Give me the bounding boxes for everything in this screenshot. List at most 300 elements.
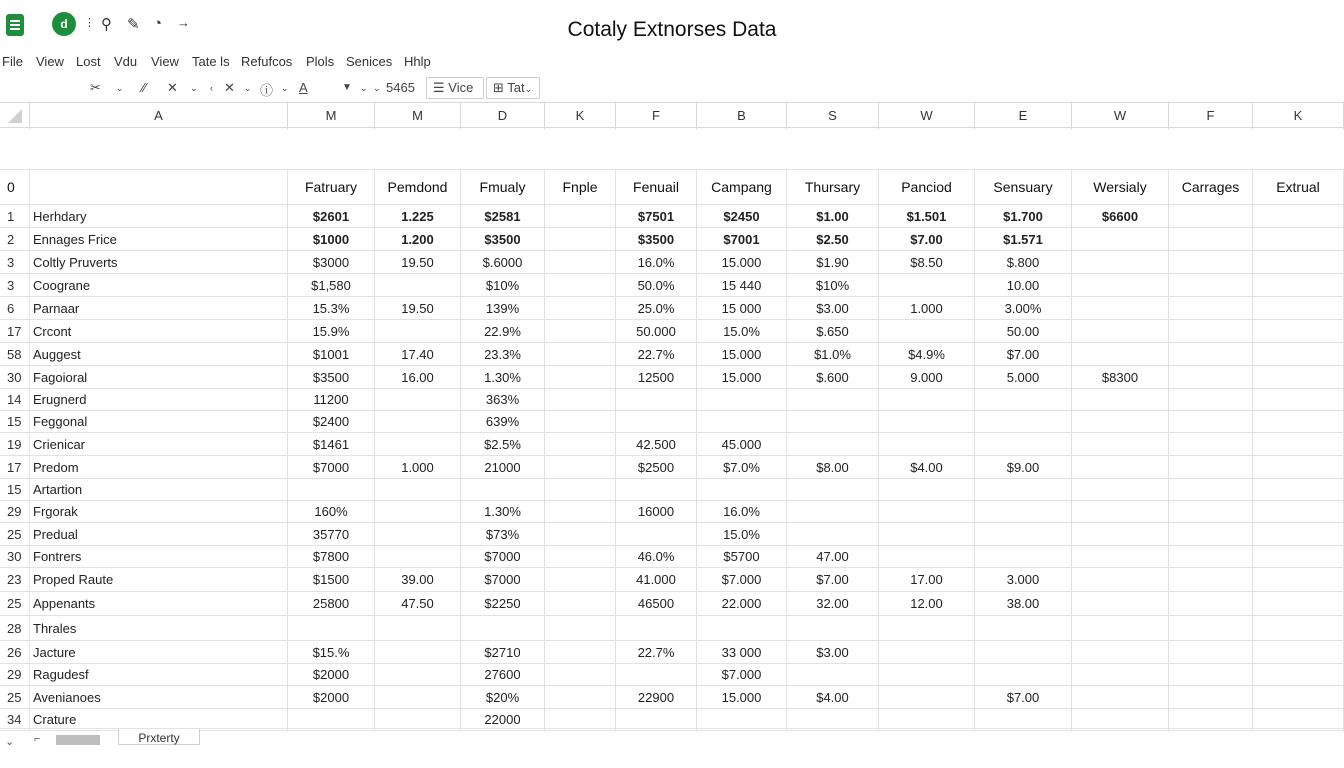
menu-refufcos[interactable]: Refufcos xyxy=(241,54,293,69)
data-cell[interactable] xyxy=(1253,523,1344,545)
data-cell[interactable]: 15.000 xyxy=(697,686,787,708)
data-cell[interactable] xyxy=(1169,205,1253,227)
data-cell[interactable]: 45.000 xyxy=(697,433,787,455)
column-title-cell[interactable]: Wersialy xyxy=(1072,170,1169,204)
data-cell[interactable]: $3500 xyxy=(288,366,375,388)
data-cell[interactable]: 50.0% xyxy=(616,274,697,296)
font-size-value[interactable]: 5465 xyxy=(386,80,415,95)
data-cell[interactable] xyxy=(879,433,975,455)
data-cell[interactable]: $2710 xyxy=(461,641,545,663)
data-cell[interactable] xyxy=(1169,501,1253,522)
column-header-8[interactable]: S xyxy=(787,103,879,129)
user-icon[interactable]: ⚲ xyxy=(101,16,112,33)
data-cell[interactable] xyxy=(787,501,879,522)
data-cell[interactable] xyxy=(975,479,1072,500)
data-cell[interactable]: 15.0% xyxy=(697,523,787,545)
data-cell[interactable] xyxy=(975,664,1072,685)
data-cell[interactable]: $7000 xyxy=(461,568,545,591)
paint-format-icon[interactable]: ⁄⁄ xyxy=(142,80,147,95)
data-cell[interactable] xyxy=(545,709,616,730)
data-cell[interactable]: 32.00 xyxy=(787,592,879,615)
data-cell[interactable]: 42.500 xyxy=(616,433,697,455)
data-cell[interactable]: $.800 xyxy=(975,251,1072,273)
data-cell[interactable] xyxy=(1253,709,1344,730)
data-cell[interactable] xyxy=(1169,641,1253,663)
data-cell[interactable]: 23.3% xyxy=(461,343,545,365)
data-cell[interactable]: 15.9% xyxy=(288,320,375,342)
data-cell[interactable] xyxy=(787,664,879,685)
data-cell[interactable]: 160% xyxy=(288,501,375,522)
data-cell[interactable] xyxy=(697,479,787,500)
data-cell[interactable] xyxy=(879,641,975,663)
column-header-9[interactable]: W xyxy=(879,103,975,129)
data-cell[interactable] xyxy=(1169,479,1253,500)
data-cell[interactable] xyxy=(1169,297,1253,319)
circle-info-icon[interactable]: ⓘ xyxy=(260,83,274,98)
data-cell[interactable] xyxy=(1072,523,1169,545)
tat-dropdown[interactable]: ⊞ Tat⌄ xyxy=(486,77,540,99)
data-cell[interactable] xyxy=(1169,592,1253,615)
data-cell[interactable] xyxy=(1072,664,1169,685)
data-cell[interactable]: 15 440 xyxy=(697,274,787,296)
data-cell[interactable] xyxy=(545,616,616,640)
data-cell[interactable]: $2450 xyxy=(697,205,787,227)
data-cell[interactable] xyxy=(1169,709,1253,730)
row-number[interactable]: 30 xyxy=(0,546,30,567)
data-cell[interactable]: $3.00 xyxy=(787,641,879,663)
data-cell[interactable] xyxy=(1169,366,1253,388)
data-cell[interactable] xyxy=(1169,664,1253,685)
chevron-down-icon[interactable]: ⌄ xyxy=(373,83,381,93)
chart-icon[interactable]: ◔ xyxy=(153,15,163,32)
data-cell[interactable] xyxy=(1253,251,1344,273)
data-cell[interactable] xyxy=(879,411,975,432)
data-cell[interactable] xyxy=(1253,686,1344,708)
data-cell[interactable] xyxy=(616,709,697,730)
data-cell[interactable] xyxy=(1253,568,1344,591)
data-cell[interactable]: $1.501 xyxy=(879,205,975,227)
data-cell[interactable]: 5.000 xyxy=(975,366,1072,388)
data-cell[interactable] xyxy=(1072,433,1169,455)
data-cell[interactable] xyxy=(375,641,461,663)
data-cell[interactable]: 25800 xyxy=(288,592,375,615)
data-cell[interactable]: 15.3% xyxy=(288,297,375,319)
data-cell[interactable] xyxy=(545,568,616,591)
row-label-cell[interactable]: Frgorak xyxy=(30,501,288,522)
data-cell[interactable] xyxy=(879,616,975,640)
data-cell[interactable] xyxy=(787,479,879,500)
data-cell[interactable]: 3.00% xyxy=(975,297,1072,319)
column-title-cell[interactable]: Fatruary xyxy=(288,170,375,204)
data-cell[interactable] xyxy=(1072,686,1169,708)
sheet-scrollbar[interactable] xyxy=(56,735,100,745)
column-title-cell[interactable]: Campang xyxy=(697,170,787,204)
data-cell[interactable] xyxy=(1169,228,1253,250)
data-cell[interactable]: 17.00 xyxy=(879,568,975,591)
data-cell[interactable] xyxy=(1169,343,1253,365)
data-cell[interactable] xyxy=(1253,343,1344,365)
data-cell[interactable] xyxy=(1253,616,1344,640)
row-label-cell[interactable]: Coltly Pruverts xyxy=(30,251,288,273)
column-header-13[interactable]: K xyxy=(1253,103,1344,129)
data-cell[interactable]: 22.9% xyxy=(461,320,545,342)
data-cell[interactable] xyxy=(879,320,975,342)
data-cell[interactable] xyxy=(375,709,461,730)
data-cell[interactable] xyxy=(787,411,879,432)
data-cell[interactable] xyxy=(545,456,616,478)
data-cell[interactable]: 1.200 xyxy=(375,228,461,250)
data-cell[interactable] xyxy=(1072,456,1169,478)
data-cell[interactable] xyxy=(545,366,616,388)
data-cell[interactable]: $1000 xyxy=(288,228,375,250)
menu-senices[interactable]: Senices xyxy=(346,54,393,69)
data-cell[interactable] xyxy=(879,546,975,567)
data-cell[interactable]: 22.7% xyxy=(616,641,697,663)
select-all-corner[interactable] xyxy=(0,103,30,129)
data-cell[interactable] xyxy=(375,479,461,500)
data-cell[interactable] xyxy=(787,709,879,730)
column-title-cell[interactable]: Carrages xyxy=(1169,170,1253,204)
data-cell[interactable] xyxy=(697,389,787,410)
data-cell[interactable] xyxy=(545,228,616,250)
data-cell[interactable] xyxy=(975,523,1072,545)
menu-help[interactable]: Hhlp xyxy=(404,54,431,69)
column-title-cell[interactable]: Extrual xyxy=(1253,170,1344,204)
row-number[interactable]: 28 xyxy=(0,616,30,640)
data-cell[interactable] xyxy=(1169,616,1253,640)
data-cell[interactable] xyxy=(545,251,616,273)
data-cell[interactable]: $.600 xyxy=(787,366,879,388)
data-cell[interactable] xyxy=(545,274,616,296)
column-title-cell[interactable]: Panciod xyxy=(879,170,975,204)
data-cell[interactable]: 35770 xyxy=(288,523,375,545)
data-cell[interactable]: $10% xyxy=(787,274,879,296)
data-cell[interactable]: $1.571 xyxy=(975,228,1072,250)
data-cell[interactable]: 22.000 xyxy=(697,592,787,615)
data-cell[interactable] xyxy=(375,274,461,296)
data-cell[interactable] xyxy=(1072,297,1169,319)
column-title-cell[interactable] xyxy=(30,170,288,204)
column-title-cell[interactable]: Fmualy xyxy=(461,170,545,204)
data-cell[interactable] xyxy=(545,205,616,227)
row-number[interactable]: 3 xyxy=(0,251,30,273)
data-cell[interactable] xyxy=(1169,546,1253,567)
data-cell[interactable] xyxy=(1253,501,1344,522)
row-label-cell[interactable]: Proped Raute xyxy=(30,568,288,591)
column-title-cell[interactable]: Pemdond xyxy=(375,170,461,204)
data-cell[interactable]: 50.000 xyxy=(616,320,697,342)
data-cell[interactable]: 46500 xyxy=(616,592,697,615)
column-header-2[interactable]: M xyxy=(288,103,375,129)
data-cell[interactable]: 1.30% xyxy=(461,501,545,522)
data-cell[interactable] xyxy=(1072,641,1169,663)
data-cell[interactable]: $2000 xyxy=(288,664,375,685)
clear-icon[interactable]: ✕ xyxy=(167,80,178,95)
sheet-add-icon[interactable]: ⌐ xyxy=(34,733,41,745)
data-cell[interactable] xyxy=(375,320,461,342)
data-cell[interactable] xyxy=(1253,389,1344,410)
column-title-cell[interactable]: Thursary xyxy=(787,170,879,204)
data-cell[interactable]: $7000 xyxy=(461,546,545,567)
data-cell[interactable]: 21000 xyxy=(461,456,545,478)
data-cell[interactable]: $2.50 xyxy=(787,228,879,250)
chevron-down-icon[interactable]: ⌄ xyxy=(281,83,289,93)
row-label-cell[interactable]: Herhdary xyxy=(30,205,288,227)
data-cell[interactable]: 15 000 xyxy=(697,297,787,319)
data-cell[interactable] xyxy=(787,616,879,640)
data-cell[interactable] xyxy=(1169,251,1253,273)
data-cell[interactable] xyxy=(1253,320,1344,342)
column-header-10[interactable]: E xyxy=(975,103,1072,129)
data-cell[interactable]: $4.00 xyxy=(787,686,879,708)
data-cell[interactable]: 15.000 xyxy=(697,251,787,273)
chevron-down-icon[interactable]: ⌄ xyxy=(360,83,368,93)
data-cell[interactable]: $6600 xyxy=(1072,205,1169,227)
column-header-12[interactable]: F xyxy=(1169,103,1253,129)
data-cell[interactable] xyxy=(879,664,975,685)
data-cell[interactable]: 38.00 xyxy=(975,592,1072,615)
row-label-cell[interactable]: Jacture xyxy=(30,641,288,663)
row-label-cell[interactable]: Predom xyxy=(30,456,288,478)
data-cell[interactable]: 11200 xyxy=(288,389,375,410)
view-dropdown[interactable]: ☰ Vice xyxy=(426,77,484,99)
data-cell[interactable] xyxy=(375,546,461,567)
row-label-cell[interactable]: Avenianoes xyxy=(30,686,288,708)
pen-icon[interactable]: ✎ xyxy=(127,16,140,33)
account-avatar-icon[interactable]: d xyxy=(52,12,76,36)
row-label-cell[interactable]: Crature xyxy=(30,709,288,730)
row-label-cell[interactable]: Feggonal xyxy=(30,411,288,432)
data-cell[interactable]: $1.0% xyxy=(787,343,879,365)
column-header-5[interactable]: K xyxy=(545,103,616,129)
data-cell[interactable] xyxy=(1072,343,1169,365)
data-cell[interactable] xyxy=(616,523,697,545)
row-label-cell[interactable]: Appenants xyxy=(30,592,288,615)
data-cell[interactable]: $2400 xyxy=(288,411,375,432)
data-cell[interactable]: $1461 xyxy=(288,433,375,455)
data-cell[interactable] xyxy=(975,389,1072,410)
row-number[interactable]: 29 xyxy=(0,501,30,522)
data-cell[interactable]: $7001 xyxy=(697,228,787,250)
data-cell[interactable]: 15.0% xyxy=(697,320,787,342)
data-cell[interactable] xyxy=(461,479,545,500)
data-cell[interactable]: $73% xyxy=(461,523,545,545)
column-title-cell[interactable]: Fenuail xyxy=(616,170,697,204)
data-cell[interactable] xyxy=(545,343,616,365)
menu-file[interactable]: File xyxy=(2,54,23,69)
data-cell[interactable] xyxy=(1072,251,1169,273)
data-cell[interactable]: 16.0% xyxy=(616,251,697,273)
data-cell[interactable] xyxy=(545,501,616,522)
data-cell[interactable] xyxy=(375,433,461,455)
arrow-right-icon[interactable]: → xyxy=(177,15,190,30)
data-cell[interactable] xyxy=(1253,546,1344,567)
row-number[interactable]: 25 xyxy=(0,523,30,545)
data-cell[interactable] xyxy=(1169,523,1253,545)
row-number[interactable]: 0 xyxy=(0,170,30,204)
data-cell[interactable]: 25.0% xyxy=(616,297,697,319)
data-cell[interactable] xyxy=(879,501,975,522)
row-number[interactable]: 1 xyxy=(0,205,30,227)
data-cell[interactable] xyxy=(545,523,616,545)
data-cell[interactable]: $4.9% xyxy=(879,343,975,365)
data-cell[interactable] xyxy=(545,297,616,319)
data-cell[interactable] xyxy=(1072,592,1169,615)
data-cell[interactable] xyxy=(375,686,461,708)
close-bold-icon[interactable]: ✕ xyxy=(224,80,235,95)
data-cell[interactable]: $8.50 xyxy=(879,251,975,273)
data-cell[interactable] xyxy=(975,709,1072,730)
row-number[interactable]: 23 xyxy=(0,568,30,591)
chevron-left-icon[interactable]: ‹ xyxy=(210,83,213,93)
row-number[interactable]: 34 xyxy=(0,709,30,730)
data-cell[interactable] xyxy=(1253,228,1344,250)
data-cell[interactable]: 9.000 xyxy=(879,366,975,388)
data-cell[interactable] xyxy=(787,389,879,410)
data-cell[interactable] xyxy=(1072,546,1169,567)
data-cell[interactable]: $3000 xyxy=(288,251,375,273)
row-label-cell[interactable]: Coograne xyxy=(30,274,288,296)
row-number[interactable]: 25 xyxy=(0,686,30,708)
data-cell[interactable]: $1500 xyxy=(288,568,375,591)
data-cell[interactable]: 1.30% xyxy=(461,366,545,388)
data-cell[interactable] xyxy=(1253,664,1344,685)
column-header-11[interactable]: W xyxy=(1072,103,1169,129)
data-cell[interactable]: 1.000 xyxy=(879,297,975,319)
row-number[interactable]: 25 xyxy=(0,592,30,615)
row-number[interactable]: 6 xyxy=(0,297,30,319)
data-cell[interactable]: 27600 xyxy=(461,664,545,685)
data-cell[interactable] xyxy=(288,479,375,500)
data-cell[interactable] xyxy=(879,686,975,708)
data-cell[interactable] xyxy=(975,546,1072,567)
data-cell[interactable]: $2581 xyxy=(461,205,545,227)
data-cell[interactable] xyxy=(1072,709,1169,730)
data-cell[interactable] xyxy=(1169,456,1253,478)
more-dots-icon[interactable]: ⋮ xyxy=(84,17,95,29)
row-number[interactable]: 3 xyxy=(0,274,30,296)
data-cell[interactable] xyxy=(697,411,787,432)
data-cell[interactable]: 19.50 xyxy=(375,297,461,319)
data-cell[interactable] xyxy=(288,616,375,640)
row-label-cell[interactable]: Auggest xyxy=(30,343,288,365)
data-cell[interactable] xyxy=(545,411,616,432)
row-number[interactable]: 15 xyxy=(0,411,30,432)
data-cell[interactable]: 50.00 xyxy=(975,320,1072,342)
column-header-4[interactable]: D xyxy=(461,103,545,129)
data-cell[interactable]: $2500 xyxy=(616,456,697,478)
data-cell[interactable]: $1.00 xyxy=(787,205,879,227)
data-cell[interactable]: $2250 xyxy=(461,592,545,615)
data-cell[interactable]: $.650 xyxy=(787,320,879,342)
data-cell[interactable]: $1,580 xyxy=(288,274,375,296)
row-label-cell[interactable]: Erugnerd xyxy=(30,389,288,410)
row-number[interactable]: 30 xyxy=(0,366,30,388)
menu-plols[interactable]: Plols xyxy=(306,54,335,69)
row-label-cell[interactable]: Thrales xyxy=(30,616,288,640)
data-cell[interactable] xyxy=(545,389,616,410)
data-cell[interactable]: 1.000 xyxy=(375,456,461,478)
data-cell[interactable]: $20% xyxy=(461,686,545,708)
data-cell[interactable]: $5700 xyxy=(697,546,787,567)
data-cell[interactable] xyxy=(1072,616,1169,640)
data-cell[interactable] xyxy=(1169,433,1253,455)
data-cell[interactable]: $7.000 xyxy=(697,664,787,685)
column-header-1[interactable]: A xyxy=(30,103,288,129)
data-cell[interactable] xyxy=(616,664,697,685)
data-cell[interactable] xyxy=(616,616,697,640)
data-cell[interactable] xyxy=(375,523,461,545)
row-label-cell[interactable]: Crcont xyxy=(30,320,288,342)
data-cell[interactable] xyxy=(1169,274,1253,296)
data-cell[interactable]: 15.000 xyxy=(697,343,787,365)
data-cell[interactable] xyxy=(1253,592,1344,615)
data-cell[interactable]: $1001 xyxy=(288,343,375,365)
data-cell[interactable] xyxy=(1253,297,1344,319)
data-cell[interactable]: 22900 xyxy=(616,686,697,708)
data-cell[interactable]: 46.0% xyxy=(616,546,697,567)
data-cell[interactable]: $2000 xyxy=(288,686,375,708)
data-cell[interactable]: 41.000 xyxy=(616,568,697,591)
data-cell[interactable]: $8.00 xyxy=(787,456,879,478)
data-cell[interactable]: $7.00 xyxy=(975,343,1072,365)
row-number[interactable]: 15 xyxy=(0,479,30,500)
row-label-cell[interactable]: Parnaar xyxy=(30,297,288,319)
row-label-cell[interactable]: Artartion xyxy=(30,479,288,500)
row-number[interactable]: 2 xyxy=(0,228,30,250)
data-cell[interactable] xyxy=(975,501,1072,522)
data-cell[interactable] xyxy=(879,479,975,500)
data-cell[interactable]: $2.5% xyxy=(461,433,545,455)
data-cell[interactable]: 639% xyxy=(461,411,545,432)
data-cell[interactable] xyxy=(975,411,1072,432)
column-title-cell[interactable]: Sensuary xyxy=(975,170,1072,204)
data-cell[interactable] xyxy=(1072,389,1169,410)
data-cell[interactable]: $7800 xyxy=(288,546,375,567)
data-cell[interactable] xyxy=(1072,411,1169,432)
chevron-down-icon[interactable]: ⌄ xyxy=(244,83,252,93)
data-cell[interactable] xyxy=(1072,568,1169,591)
data-cell[interactable] xyxy=(1169,389,1253,410)
data-cell[interactable] xyxy=(787,523,879,545)
data-cell[interactable] xyxy=(879,709,975,730)
data-cell[interactable] xyxy=(1253,433,1344,455)
menu-view-2[interactable]: View xyxy=(151,54,179,69)
data-cell[interactable]: 47.50 xyxy=(375,592,461,615)
sheet-tab[interactable]: Prxterty xyxy=(118,729,200,745)
data-cell[interactable] xyxy=(1253,274,1344,296)
data-cell[interactable]: $10% xyxy=(461,274,545,296)
data-cell[interactable] xyxy=(545,320,616,342)
data-cell[interactable]: $7000 xyxy=(288,456,375,478)
data-cell[interactable]: $3500 xyxy=(616,228,697,250)
data-cell[interactable]: $7.00 xyxy=(879,228,975,250)
data-cell[interactable] xyxy=(1072,479,1169,500)
data-cell[interactable]: 12500 xyxy=(616,366,697,388)
data-cell[interactable]: $7.0% xyxy=(697,456,787,478)
row-label-cell[interactable]: Fagoioral xyxy=(30,366,288,388)
data-cell[interactable]: $1.700 xyxy=(975,205,1072,227)
data-cell[interactable]: $9.00 xyxy=(975,456,1072,478)
chevron-down-icon[interactable]: ⌄ xyxy=(116,83,124,93)
row-number[interactable]: 14 xyxy=(0,389,30,410)
data-cell[interactable]: 3.000 xyxy=(975,568,1072,591)
row-number[interactable]: 17 xyxy=(0,320,30,342)
data-cell[interactable] xyxy=(1253,479,1344,500)
row-number[interactable]: 17 xyxy=(0,456,30,478)
data-cell[interactable] xyxy=(1169,568,1253,591)
data-cell[interactable] xyxy=(375,501,461,522)
